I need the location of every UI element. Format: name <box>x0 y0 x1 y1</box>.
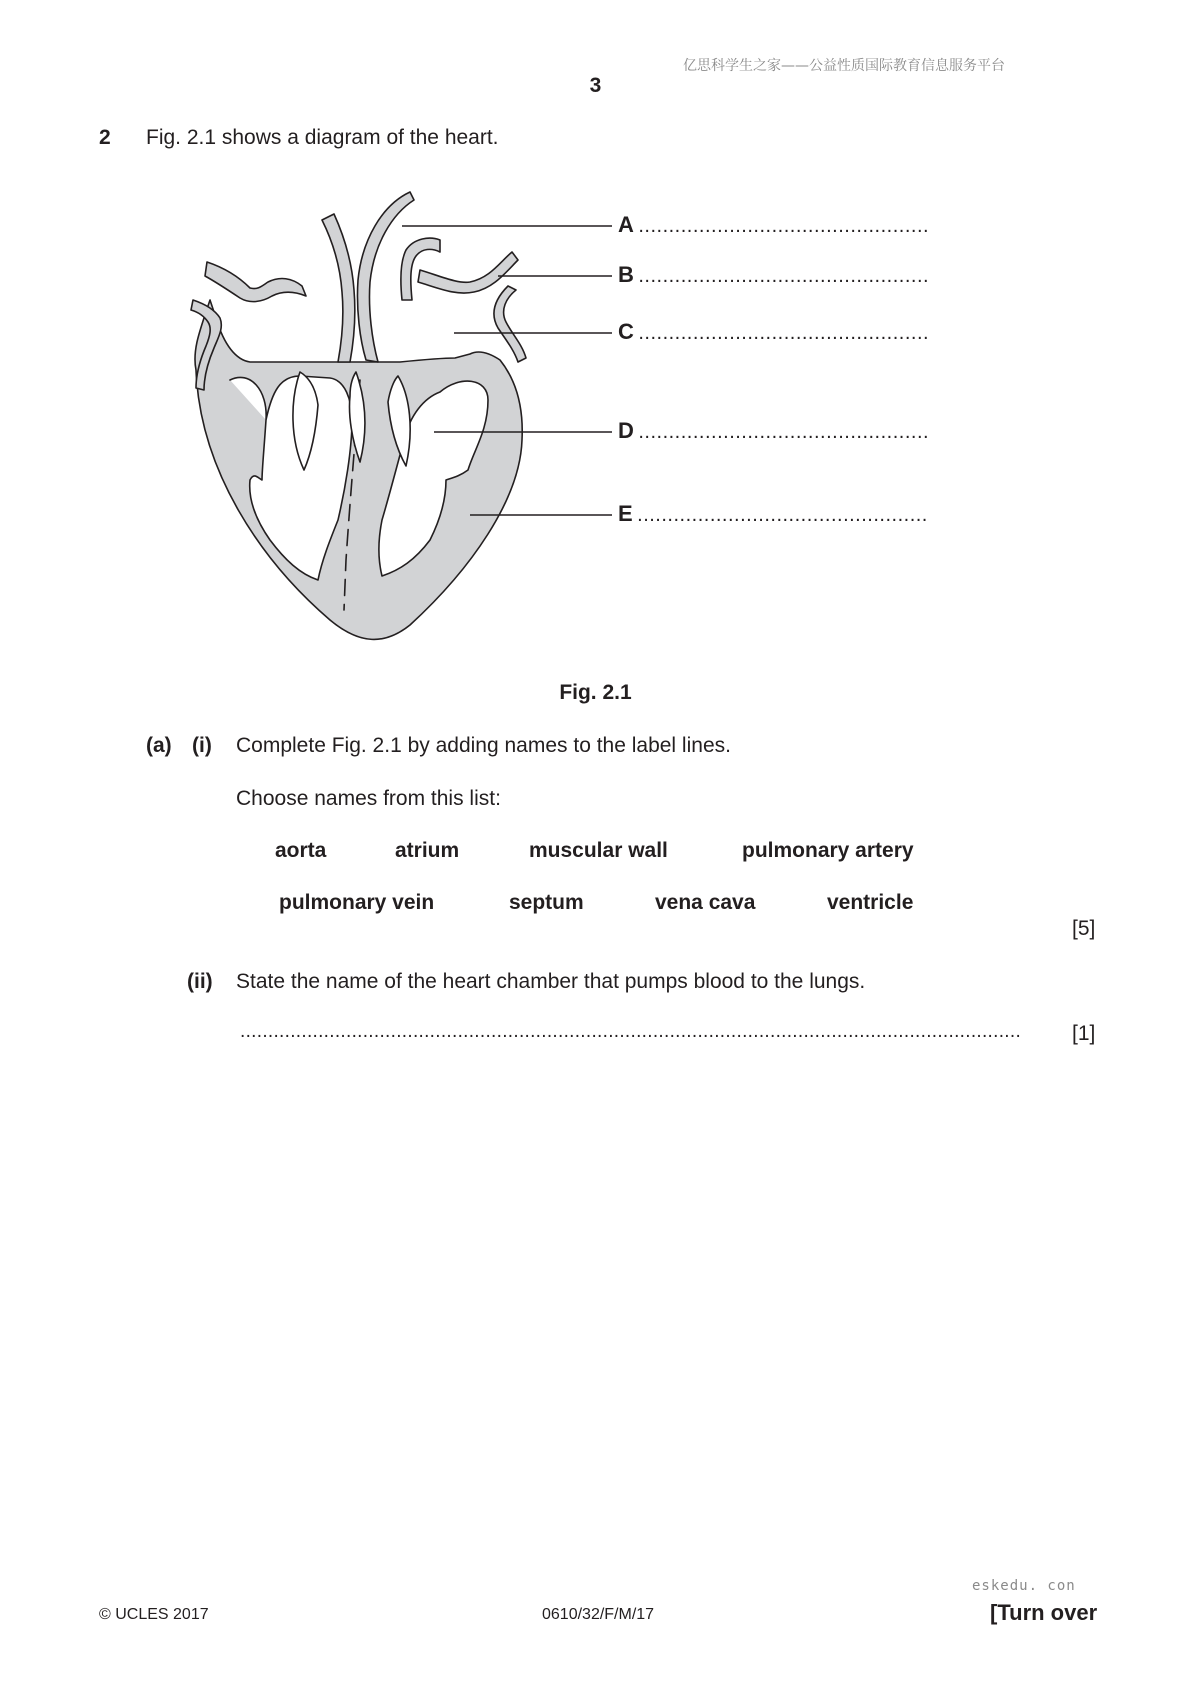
label-d-answer-line[interactable]: ................................................ <box>638 421 930 443</box>
label-a-letter: A <box>618 212 634 237</box>
label-c-letter: C <box>618 319 634 344</box>
choose-text: Choose names from this list: <box>236 787 501 810</box>
question-text: Fig. 2.1 shows a diagram of the heart. <box>146 126 499 149</box>
label-c <box>618 319 929 345</box>
part-a-ii-label: (ii) <box>187 970 213 993</box>
word-ventricle: ventricle <box>827 891 914 914</box>
header-watermark: 亿思科学生之家——公益性质国际教育信息服务平台 <box>683 58 1005 74</box>
label-b-letter: B <box>618 262 634 287</box>
vessel-right-branch <box>418 252 518 293</box>
label-b <box>618 262 929 288</box>
pulmonary-artery <box>322 214 355 362</box>
part-a-ii-answer-line[interactable]: ............................................................................................................................................ <box>240 1021 1022 1042</box>
part-a-ii-question: State the name of the heart chamber that pumps blood to the lungs. <box>236 970 866 993</box>
word-muscular-wall: muscular wall <box>529 839 668 862</box>
label-a <box>618 212 929 238</box>
footer-code: 0610/32/F/M/17 <box>542 1606 655 1623</box>
marks-a-i: [5] <box>1072 917 1096 940</box>
part-a-i-label: (i) <box>192 734 212 757</box>
marks-a-ii: [1] <box>1072 1022 1096 1045</box>
vessel-left-upper <box>205 262 306 302</box>
word-atrium: atrium <box>395 839 460 862</box>
part-a-label: (a) <box>146 734 172 757</box>
label-e <box>618 501 928 527</box>
heart-diagram <box>180 180 540 650</box>
label-lines-extension <box>540 220 614 520</box>
figure-caption: Fig. 2.1 <box>559 681 632 704</box>
footer-copyright: © UCLES 2017 <box>99 1606 209 1623</box>
word-septum: septum <box>509 891 584 914</box>
label-d <box>618 418 929 444</box>
label-c-answer-line[interactable]: ................................................ <box>638 322 930 344</box>
label-a-answer-line[interactable]: ................................................ <box>638 215 930 237</box>
word-pulmonary-vein: pulmonary vein <box>279 891 435 914</box>
word-pulmonary-artery: pulmonary artery <box>742 839 914 862</box>
page-number: 3 <box>589 74 602 97</box>
turn-over: [Turn over <box>990 1600 1098 1625</box>
label-e-answer-line[interactable]: ................................................ <box>637 504 928 526</box>
label-b-answer-line[interactable]: ................................................ <box>638 265 930 287</box>
heart-outline <box>195 300 522 639</box>
part-a-i-instruction: Complete Fig. 2.1 by adding names to the label lines. <box>236 734 731 757</box>
pulmonary-vein <box>401 238 440 300</box>
label-d-letter: D <box>618 418 634 443</box>
word-aorta: aorta <box>275 839 327 862</box>
question-number: 2 <box>99 126 111 149</box>
word-vena-cava: vena cava <box>655 891 756 914</box>
vessel-right-lower <box>494 286 526 362</box>
footer-watermark: eskedu. con <box>972 1578 1076 1594</box>
label-e-letter: E <box>618 501 633 526</box>
